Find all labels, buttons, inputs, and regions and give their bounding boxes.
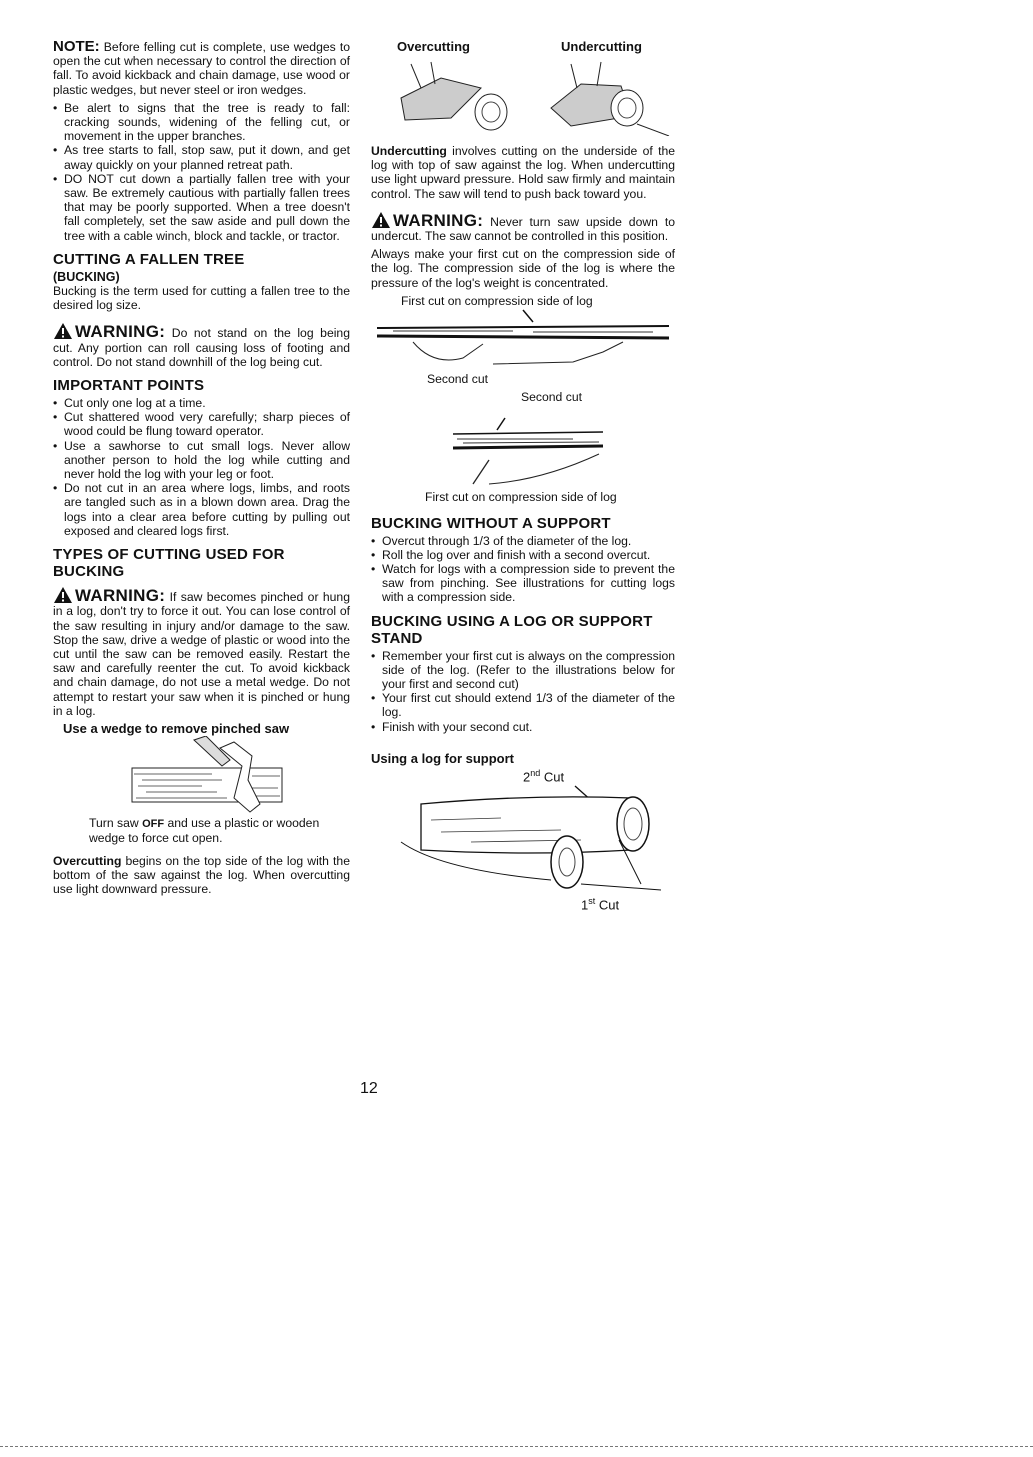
overcutting-label: Overcutting: [397, 39, 470, 54]
warning-icon: [371, 211, 391, 229]
bucking-without-support-heading: BUCKING WITHOUT A SUPPORT: [371, 514, 611, 532]
log-support-figure: [371, 766, 675, 916]
list-item: • Use a sawhorse to cut small logs. Never allow another person to hold the log while cutting and never hold the log with your leg or foot.: [53, 439, 350, 482]
off-label: OFF: [142, 818, 165, 831]
types-of-cutting-heading: TYPES OF CUTTING USED FOR BUCKING: [53, 546, 285, 581]
list-item: • Overcut through 1/3 of the diameter of the log.: [371, 534, 675, 548]
figure-first-cut-label: First cut on compression side of log: [401, 293, 593, 308]
list-item: • Your first cut should extend 1/3 of the diameter of the log.: [371, 691, 675, 719]
warning-text: Never turn saw upside down to undercut. The saw cannot be controlled in this position.: [371, 214, 675, 244]
note-text: Before felling cut is complete, use wedges to open the cut when necessary to control the direction of fall. To avoid kickback and chain damage, use wood or plastic wedges, but never steel or iron wedges.: [53, 40, 350, 97]
wedge-figure-caption: Use a wedge to remove pinched saw: [63, 720, 290, 736]
undercutting-label: Undercutting: [561, 39, 642, 54]
warning-text: If saw becomes pinched or hung in a log, don't try to force it out. You can lose control of the saw resulting in injury and/or damage to the saw. Stop the saw, drive a wedge of plastic or wood into the cut until the saw can be removed easily. Restart the saw and carefully reenter the cut. To avoid kickback and chain damage, do not use a metal wedge. Do not attempt to restart your saw when it is pinched or hung in a log.: [53, 590, 350, 718]
page-number: 12: [360, 1080, 378, 1097]
wedge-illustration: [102, 736, 302, 816]
bucking-definition: Bucking is the term used for cutting a fallen tree to the desired log size.: [53, 284, 350, 313]
undercutting-paragraph: [371, 144, 675, 201]
log-support-illustration: [381, 780, 671, 906]
list-item: • DO NOT cut down a partially fallen tree with your saw. Be extremely cautious with partially fallen trees that may be poorly supported. When a tree doesn't fall completely, set the saw aside and pull down the tree with a cable winch, block and tackle, or tractor.: [53, 172, 350, 243]
figure-second-cut-label: Second cut: [427, 372, 488, 387]
warning-upside-paragraph: [371, 211, 675, 243]
bucking-using-log-heading: BUCKING USING A LOG OR SUPPORT STAND: [371, 612, 653, 647]
bucking-subheading: (BUCKING): [53, 269, 120, 284]
warning-stand-paragraph: [53, 322, 350, 369]
list-item: • Cut only one log at a time.: [53, 396, 350, 410]
warning-label: WARNING:: [75, 322, 166, 342]
compression-top-illustration: [373, 404, 673, 490]
note-heading: NOTE:: [53, 38, 100, 55]
right-column: [371, 40, 675, 916]
list-item: • Cut shattered wood very carefully; sharp pieces of wood could be flung toward operator.: [53, 410, 350, 438]
undercutting-illustration: [541, 58, 671, 136]
using-log-bullet-list: [371, 649, 675, 734]
cutting-fallen-tree-heading: CUTTING A FALLEN TREE: [53, 250, 245, 268]
list-item: • Watch for logs with a compression side to prevent the saw from pinching. See illustrations for cutting logs with a compression side.: [371, 562, 675, 605]
important-points-heading: IMPORTANT POINTS: [53, 377, 205, 395]
undercutting-text: involves cutting on the underside of the log with top of saw against the log. When undercutting use light upward pressure. Hold saw firmly and maintain control. The saw will tend to push back toward you.: [371, 144, 676, 201]
warning-icon: [53, 322, 73, 340]
overcutting-term: Overcutting: [53, 853, 122, 868]
undercutting-term: Undercutting: [371, 144, 447, 158]
note-bullet-list: [53, 101, 350, 243]
list-item: • As tree starts to fall, stop saw, put it down, and get away quickly on your planned retreat path.: [53, 143, 350, 171]
first-cut-label: 1st Cut: [581, 896, 620, 913]
compression-bottom-illustration: [373, 308, 673, 378]
important-bullet-list: [53, 396, 350, 538]
second-cut-label: 2nd Cut: [523, 768, 565, 785]
warning-label: WARNING:: [393, 210, 484, 230]
warning-label: WARNING:: [75, 586, 166, 606]
turn-text-post: and use a plastic or wooden wedge to force cut open.: [89, 816, 320, 846]
list-item: • Remember your first cut is always on the compression side of the log. (Refer to the illustrations below for your first and second cut): [371, 649, 675, 692]
warning-icon: [53, 586, 73, 604]
without-support-bullet-list: [371, 534, 675, 605]
wedge-instruction: [89, 816, 329, 845]
over-under-figure: [371, 40, 675, 140]
figure2-first-cut-label: First cut on compression side of log: [425, 490, 617, 505]
list-item: • Do not cut in an area where logs, limbs, and roots are tangled such as in a blown down area. Drag the logs into a clear area before cutting by pulling out exposed and cleared logs first.: [53, 481, 350, 538]
list-item: • Finish with your second cut.: [371, 720, 675, 734]
figure2-second-cut-label: Second cut: [521, 390, 582, 405]
warning-pinched-paragraph: [53, 586, 350, 718]
note-paragraph: [53, 40, 350, 97]
support-figure-caption: Using a log for support: [371, 750, 514, 766]
bottom-divider: [0, 1446, 1033, 1447]
left-column: [53, 40, 350, 900]
list-item: • Be alert to signs that the tree is ready to fall: cracking sounds, widening of the felling cut, or movement in the upper branches.: [53, 101, 350, 144]
overcutting-paragraph: [53, 854, 350, 897]
turn-text-pre: Turn saw: [89, 816, 139, 831]
warning-text: Do not stand on the log being cut. Any portion can roll causing loss of footing and control. Do not stand downhill of the log being cut.: [53, 326, 350, 369]
compression-paragraph: Always make your first cut on the compression side of the log. The compression side of the log is where the pressure of the log's weight is concentrated.: [371, 247, 675, 290]
overcutting-illustration: [391, 58, 511, 136]
list-item: • Roll the log over and finish with a second overcut.: [371, 548, 675, 562]
overcutting-text: begins on the top side of the log with the bottom of the saw against the log. When overcutting use light downward pressure.: [53, 853, 350, 896]
